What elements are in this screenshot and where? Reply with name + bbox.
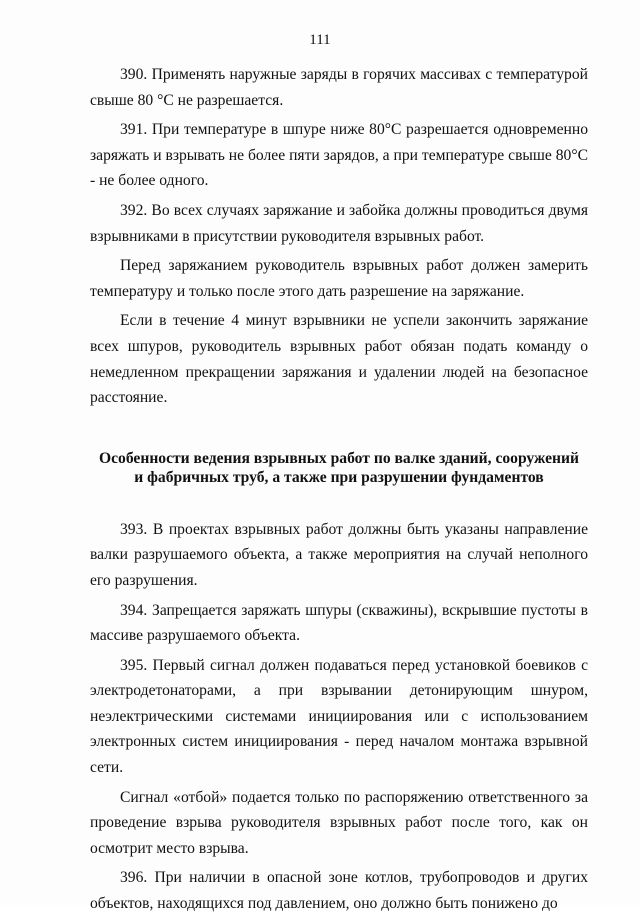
paragraph-signal-cancel: Сигнал «отбой» подается только по распоряжению ответственного за проведение взрыва руководителя взрывных работ после того, как он осмотрит место взрыва.: [90, 788, 588, 857]
paragraph-charging-timeout: Если в течение 4 минут взрывники не успели закончить заряжание всех шпуров, руководитель взрывных работ обязан подать команду о немедленном прекращении заряжания и удалении людей на безопасное расстояние.: [90, 312, 588, 407]
paragraph-395: 395. Первый сигнал должен подаваться перед установкой боевиков с электродетонаторами, а при взрывании детонирующим шнуром, неэлектрическими системами инициирования или с использованием электронных систем инициирования - перед началом монтажа взрывной сети.: [90, 656, 588, 777]
section-heading-line-1: Особенности ведения взрывных работ по валке зданий, сооружений: [98, 449, 580, 467]
section-heading-line-2: и фабричных труб, а также при разрушении фундаментов: [134, 468, 544, 486]
paragraph-393: 393. В проектах взрывных работ должны быть указаны направление валки разрушаемого объекта, а также мероприятия на случай неполного его разрушения.: [90, 520, 588, 589]
section-heading: [90, 449, 588, 487]
page-number: 111: [309, 32, 331, 48]
paragraph-391: 391. При температуре в шпуре ниже 80°С разрешается одновременно заряжать и взрывать не более пяти зарядов, а при температуре свыше 80°С - не более одного.: [90, 121, 588, 190]
paragraph-392: 392. Во всех случаях заряжание и забойка должны проводиться двумя взрывниками в присутствии руководителя взрывных работ.: [90, 201, 588, 245]
document-body: [90, 62, 588, 921]
paragraph-394: 394. Запрещается заряжать шпуры (скважины), вскрывшие пустоты в массиве разрушаемого объекта.: [90, 601, 588, 645]
paragraph-396: 396. При наличии в опасной зоне котлов, трубопроводов и других объектов, находящихся под давлением, оно должно быть понижено до: [90, 869, 588, 913]
paragraph-charging-temperature: Перед заряжанием руководитель взрывных работ должен замерить температуру и только после этого дать разрешение на заряжание.: [90, 257, 588, 300]
paragraph-390: 390. Применять наружные заряды в горячих массивах с температурой свыше 80 °С не разрешается.: [90, 66, 588, 109]
